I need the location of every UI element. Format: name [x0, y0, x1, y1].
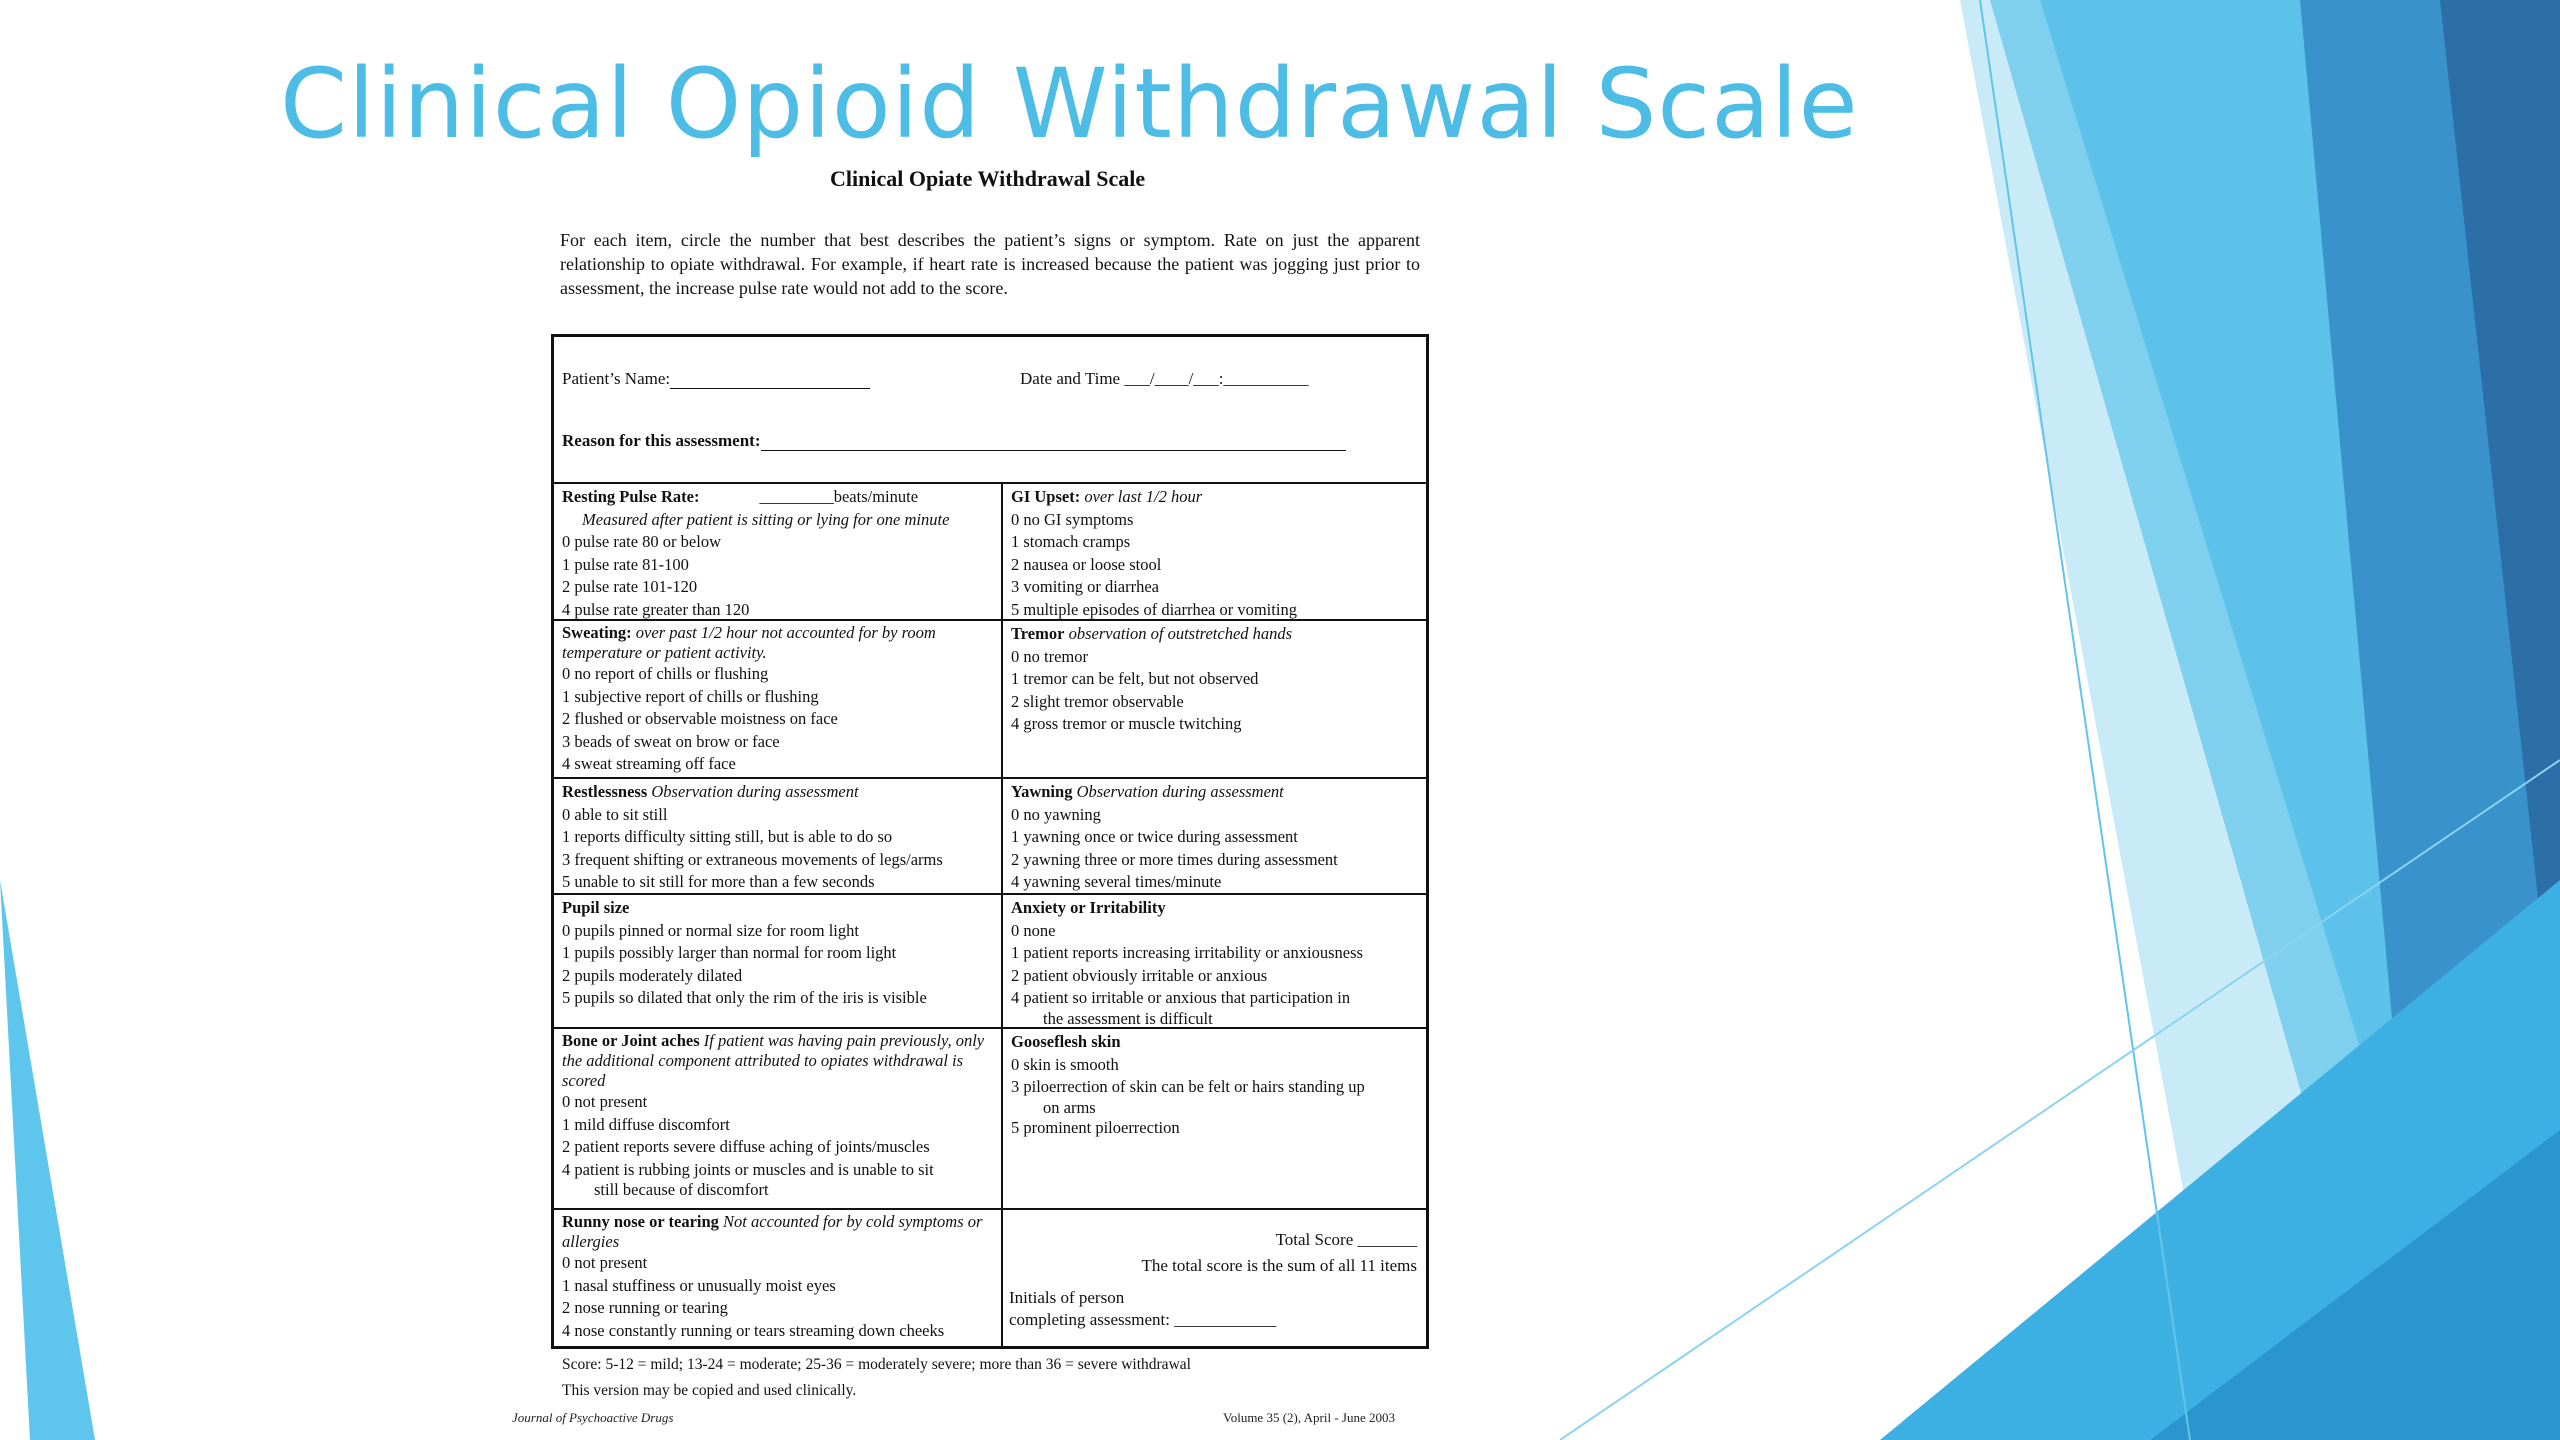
score-key: Score: 5-12 = mild; 13-24 = moderate; 25-36 = moderately severe; more than 36 = severe withdrawal — [562, 1356, 1191, 1373]
option: 2 patient obviously irritable or anxious — [1011, 965, 1268, 985]
option: 3 piloerrection of skin can be felt or hairs standing up — [1011, 1077, 1365, 1096]
option: 2 nausea or loose stool — [1011, 554, 1162, 574]
total-score-label: Total Score _______ — [1275, 1230, 1417, 1249]
option: 1 pupils possibly larger than normal for room light — [562, 943, 897, 962]
option: 5 prominent piloerrection — [1011, 1117, 1180, 1137]
option: 1 reports difficulty sitting still, but is able to do so — [562, 827, 893, 846]
patient-name-label: Patient’s Name: — [562, 369, 671, 388]
initials-label: Initials of person — [1009, 1288, 1125, 1307]
item-title: Restlessness — [562, 782, 648, 801]
journal-name: Journal of Psychoactive Drugs — [512, 1410, 674, 1425]
option: 2 yawning three or more times during assessment — [1011, 849, 1338, 869]
item-title: Sweating: — [562, 623, 632, 642]
item-pupil-size — [554, 895, 1001, 1010]
option: 1 pulse rate 81-100 — [562, 554, 689, 574]
option: 4 patient so irritable or anxious that participation in — [1011, 988, 1351, 1007]
option: 4 yawning several times/minute — [1011, 872, 1222, 891]
option: 4 patient is rubbing joints or muscles and is unable to sit — [562, 1159, 934, 1179]
option: 3 frequent shifting or extraneous movements of legs/arms — [562, 849, 943, 869]
item-title: Runny nose or tearing — [562, 1212, 719, 1231]
item-restlessness — [554, 779, 1001, 894]
option: 5 multiple episodes of diarrhea or vomiting — [1011, 599, 1297, 619]
deco-shape-left — [0, 880, 95, 1440]
item-description: Observation during assessment — [1076, 782, 1284, 801]
option: 3 beads of sweat on brow or face — [562, 731, 780, 751]
assessment-form — [551, 334, 1429, 1349]
copy-note: This version may be copied and used clinically. — [562, 1382, 857, 1399]
date-time-label: Date and Time ___/____/___:__________ — [1020, 369, 1309, 388]
item-title: Gooseflesh skin — [1011, 1032, 1121, 1051]
item-title: Resting Pulse Rate: — [562, 487, 700, 506]
reason-field — [562, 431, 1346, 451]
option: 0 pupils pinned or normal size for room light — [562, 920, 859, 940]
option: 0 pulse rate 80 or below — [562, 532, 721, 551]
option: 1 tremor can be felt, but not observed — [1011, 669, 1259, 688]
item-description: Measured after patient is sitting or lying for one minute — [582, 509, 950, 529]
option: 0 not present — [562, 1092, 648, 1111]
item-title: Bone or Joint aches — [562, 1031, 700, 1050]
option: 0 none — [1011, 920, 1056, 940]
reason-line — [761, 450, 1346, 451]
item-unit: _________beats/minute — [759, 487, 919, 506]
instructions-text: For each item, circle the number that best describes the patient’s signs or symptom. Rate on just the apparent relationship to opiate withdrawal. For example, if heart rate is increased because the patient was jogging just prior to assessment, the increase pulse rate would not add to the score. — [560, 230, 1420, 298]
option: 0 skin is smooth — [1011, 1054, 1119, 1074]
reason-label: Reason for this assessment: — [562, 431, 761, 450]
item-description: Not accounted for by cold symptoms or allergies — [562, 1212, 983, 1251]
item-title: Yawning — [1011, 782, 1073, 801]
item-description: observation of outstretched hands — [1068, 624, 1293, 643]
item-yawning — [1003, 779, 1426, 894]
option-continued: on arms — [1043, 1098, 1096, 1117]
item-title: Anxiety or Irritability — [1011, 898, 1166, 917]
item-anxiety — [1003, 895, 1426, 1028]
item-title: Tremor — [1011, 624, 1065, 643]
slide-title: Clinical Opioid Withdrawal Scale — [280, 48, 1859, 160]
option: 0 no tremor — [1011, 646, 1088, 666]
total-score-area — [1009, 1230, 1421, 1330]
item-title: Pupil size — [562, 898, 630, 917]
option: 2 slight tremor observable — [1011, 691, 1184, 711]
completing-label: completing assessment: ____________ — [1009, 1310, 1277, 1329]
option: 5 unable to sit still for more than a few seconds — [562, 872, 875, 891]
option: 2 patient reports severe diffuse aching of joints/muscles — [562, 1137, 930, 1156]
form-header — [554, 337, 1426, 484]
item-runny-nose — [554, 1210, 1001, 1342]
option: 1 mild diffuse discomfort — [562, 1114, 730, 1134]
option: 2 nose running or tearing — [562, 1298, 728, 1317]
item-description: If patient was having pain previously, only the additional component attributed to opiates withdrawal is scored — [562, 1031, 985, 1090]
option: 1 subjective report of chills or flushing — [562, 686, 819, 706]
option: 4 nose constantly running or tears streaming down cheeks — [562, 1320, 945, 1340]
option: 0 not present — [562, 1253, 648, 1272]
option: 1 nasal stuffiness or unusually moist eyes — [562, 1275, 836, 1295]
document-title: Clinical Opiate Withdrawal Scale — [830, 166, 1146, 191]
journal-volume: Volume 35 (2), April - June 2003 — [1223, 1410, 1395, 1425]
option: 0 no report of chills or flushing — [562, 664, 769, 683]
item-title: GI Upset: — [1011, 487, 1081, 506]
item-sweating — [554, 621, 1001, 776]
item-gi-upset — [1003, 484, 1426, 621]
option: 1 patient reports increasing irritability or anxiousness — [1011, 943, 1363, 962]
option: 4 gross tremor or muscle twitching — [1011, 714, 1242, 733]
item-bone-joint-aches — [554, 1029, 1001, 1199]
option: 0 able to sit still — [562, 804, 668, 824]
option: 1 yawning once or twice during assessment — [1011, 827, 1298, 846]
option: 4 sweat streaming off face — [562, 754, 736, 773]
patient-name-field — [562, 369, 870, 389]
option-continued: still because of discomfort — [594, 1181, 769, 1199]
option: 1 stomach cramps — [1011, 532, 1131, 551]
option-continued: the assessment is difficult — [1043, 1009, 1213, 1028]
patient-name-line — [670, 388, 870, 389]
item-description: over last 1/2 hour — [1084, 487, 1203, 506]
item-description: over past 1/2 hour not accounted for by room temperature or patient activity. — [562, 623, 936, 662]
option: 4 pulse rate greater than 120 — [562, 599, 750, 619]
item-resting-pulse — [554, 484, 1001, 621]
option: 5 pupils so dilated that only the rim of the iris is visible — [562, 988, 927, 1007]
option: 0 no GI symptoms — [1011, 509, 1134, 529]
item-gooseflesh — [1003, 1029, 1426, 1139]
option: 2 flushed or observable moistness on face — [562, 709, 838, 728]
option: 0 no yawning — [1011, 804, 1101, 824]
item-tremor — [1003, 621, 1426, 736]
item-description: Observation during assessment — [651, 782, 859, 801]
option: 2 pulse rate 101-120 — [562, 577, 698, 596]
option: 3 vomiting or diarrhea — [1011, 577, 1160, 596]
option: 2 pupils moderately dilated — [562, 965, 743, 985]
total-score-note: The total score is the sum of all 11 items — [1141, 1256, 1417, 1275]
